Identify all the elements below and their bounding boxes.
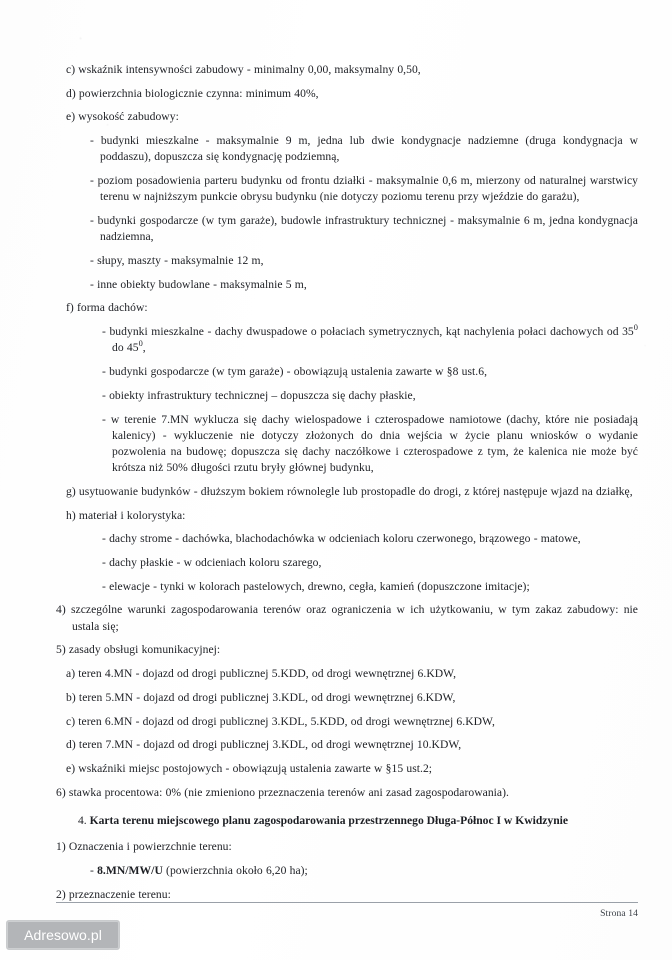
dash-infrastructure-roofs: - obiekty infrastruktury technicznej – dopuszcza się dachy płaskie, bbox=[102, 388, 416, 402]
item-1-designations: 1) Oznaczenia i powierzchnie terenu: bbox=[56, 840, 232, 854]
item-5b-teren-5mn: b) teren 5.MN - dojazd od drogi publicznej 3.KDL, od drogi wewnętrznej 6.KDW, bbox=[66, 690, 456, 704]
item-5d-teren-7mn: d) teren 7.MN - dojazd od drogi publicznej 3.KDL, od drogi wewnętrznej 10.KDW, bbox=[66, 738, 462, 752]
footer-divider bbox=[56, 902, 638, 903]
item-d-biological: d) powierzchnia biologicznie czynna: minimum 40%, bbox=[66, 86, 319, 100]
dash-8mnmwu-area: - 8.MN/MW/U (powierzchnia około 6,20 ha); bbox=[90, 863, 308, 877]
dash-outbuilding-roofs: - budynki gospodarcze (w tym garaże) - obowiązują ustalenia zawarte w §8 ust.6, bbox=[102, 365, 488, 379]
item-c-intensity: c) wskaźnik intensywności zabudowy - minimalny 0,00, maksymalny 0,50, bbox=[66, 63, 421, 76]
dash-facades: - elewacje - tynki w kolorach pastelowych, drewno, cegła, kamień (dopuszczone imitacje); bbox=[102, 579, 530, 593]
item-2-land-use: 2) przeznaczenie terenu: bbox=[56, 887, 171, 901]
dash-residential-height: - budynki mieszkalne - maksymalnie 9 m, jedna lub dwie kondygnacje nadziemne (druga kondygnacja w poddaszu), dopuszcza się kondygnację podziemną, bbox=[90, 134, 638, 164]
section-4-heading: 4. Karta terenu miejscowego planu zagospodarowania przestrzennego Długa-Północ I w Kwidzynie bbox=[78, 813, 569, 827]
dash-steep-roofs: - dachy strome - dachówka, blachodachówka w odcieniach koloru czerwonego, brązowego - matowe, bbox=[102, 532, 581, 546]
dash-7mn-roof-exclusion: - w terenie 7.MN wyklucza się dachy wielospadowe i czterospadowe namiotowe (dachy, które nie posiadają kalenicy) - wykluczenie nie dotyczy złożonych do dnia wejścia w życie planu wniosków o wydanie pozwolenia na budowę; dopuszcza się dachy naczółkowe i czterospadowe z tym, że kalenica nie może być krótsza niż 50% długości rzutu bryły głównej budynku, bbox=[102, 412, 638, 475]
item-5a-teren-4mn: a) teren 4.MN - dojazd od drogi publicznej 5.KDD, od drogi wewnętrznej 6.KDW, bbox=[66, 667, 457, 681]
item-5-transport: 5) zasady obsługi komunikacyjnej: bbox=[56, 643, 221, 657]
item-g-siting: g) usytuowanie budynków - dłuższym bokiem równolegle lub prostopadle do drogi, z której następuje wjazd na działkę, bbox=[66, 484, 633, 498]
item-h-material-colour: h) materiał i kolorystyka: bbox=[66, 508, 186, 522]
page-number-label: Strona 14 bbox=[600, 908, 638, 919]
item-6-percentage-rate: 6) stawka procentowa: 0% (nie zmieniono przeznaczenia terenów ani zasad zagospodarowania). bbox=[56, 785, 509, 799]
document-text-column bbox=[56, 62, 638, 910]
dash-residential-roofs: - budynki mieszkalne - dachy dwuspadowe o połaciach symetrycznych, kąt nachylenia połaci dachowych od $35^0$ do $45^0$, bbox=[102, 323, 638, 355]
dash-poles-masts: - słupy, maszty - maksymalnie 12 m, bbox=[90, 253, 264, 267]
dash-outbuildings-height: - budynki gospodarcze (w tym garaże), budowle infrastruktury technicznej - maksymalnie 6 m, jedna kondygnacja nadziemna, bbox=[90, 214, 638, 244]
item-4-special-conditions: 4) szczególne warunki zagospodarowania terenów oraz ograniczenia w ich użytkowaniu, w tym zakaz zabudowy: nie ustala się; bbox=[56, 603, 638, 633]
page-footer bbox=[56, 902, 638, 919]
adresowo-watermark-badge bbox=[6, 920, 120, 950]
watermark-label: Adresowo.pl bbox=[24, 927, 102, 943]
dash-flat-roofs: - dachy płaskie - w odcieniach koloru szarego, bbox=[102, 556, 322, 570]
item-f-roof-form: f) forma dachów: bbox=[66, 301, 148, 315]
item-5c-teren-6mn: c) teren 6.MN - dojazd od drogi publicznej 3.KDL, 5.KDD, od drogi wewnętrznej 6.KDW, bbox=[66, 714, 495, 728]
dash-other-structures: - inne obiekty budowlane - maksymalnie 5 m, bbox=[90, 277, 307, 291]
item-5e-parking: e) wskaźniki miejsc postojowych - obowiązują ustalenia zawarte w §15 ust.2; bbox=[66, 762, 433, 775]
dash-ground-floor-level: - poziom posadowienia parteru budynku od frontu działki - maksymalnie 0,6 m, mierzony od naturalnej warstwicy terenu w najniższym punkcie obrysu budynku (nie dotyczy poziomu terenu przy wjeździe do garażu), bbox=[90, 174, 638, 204]
item-e-height: e) wysokość zabudowy: bbox=[66, 110, 179, 124]
